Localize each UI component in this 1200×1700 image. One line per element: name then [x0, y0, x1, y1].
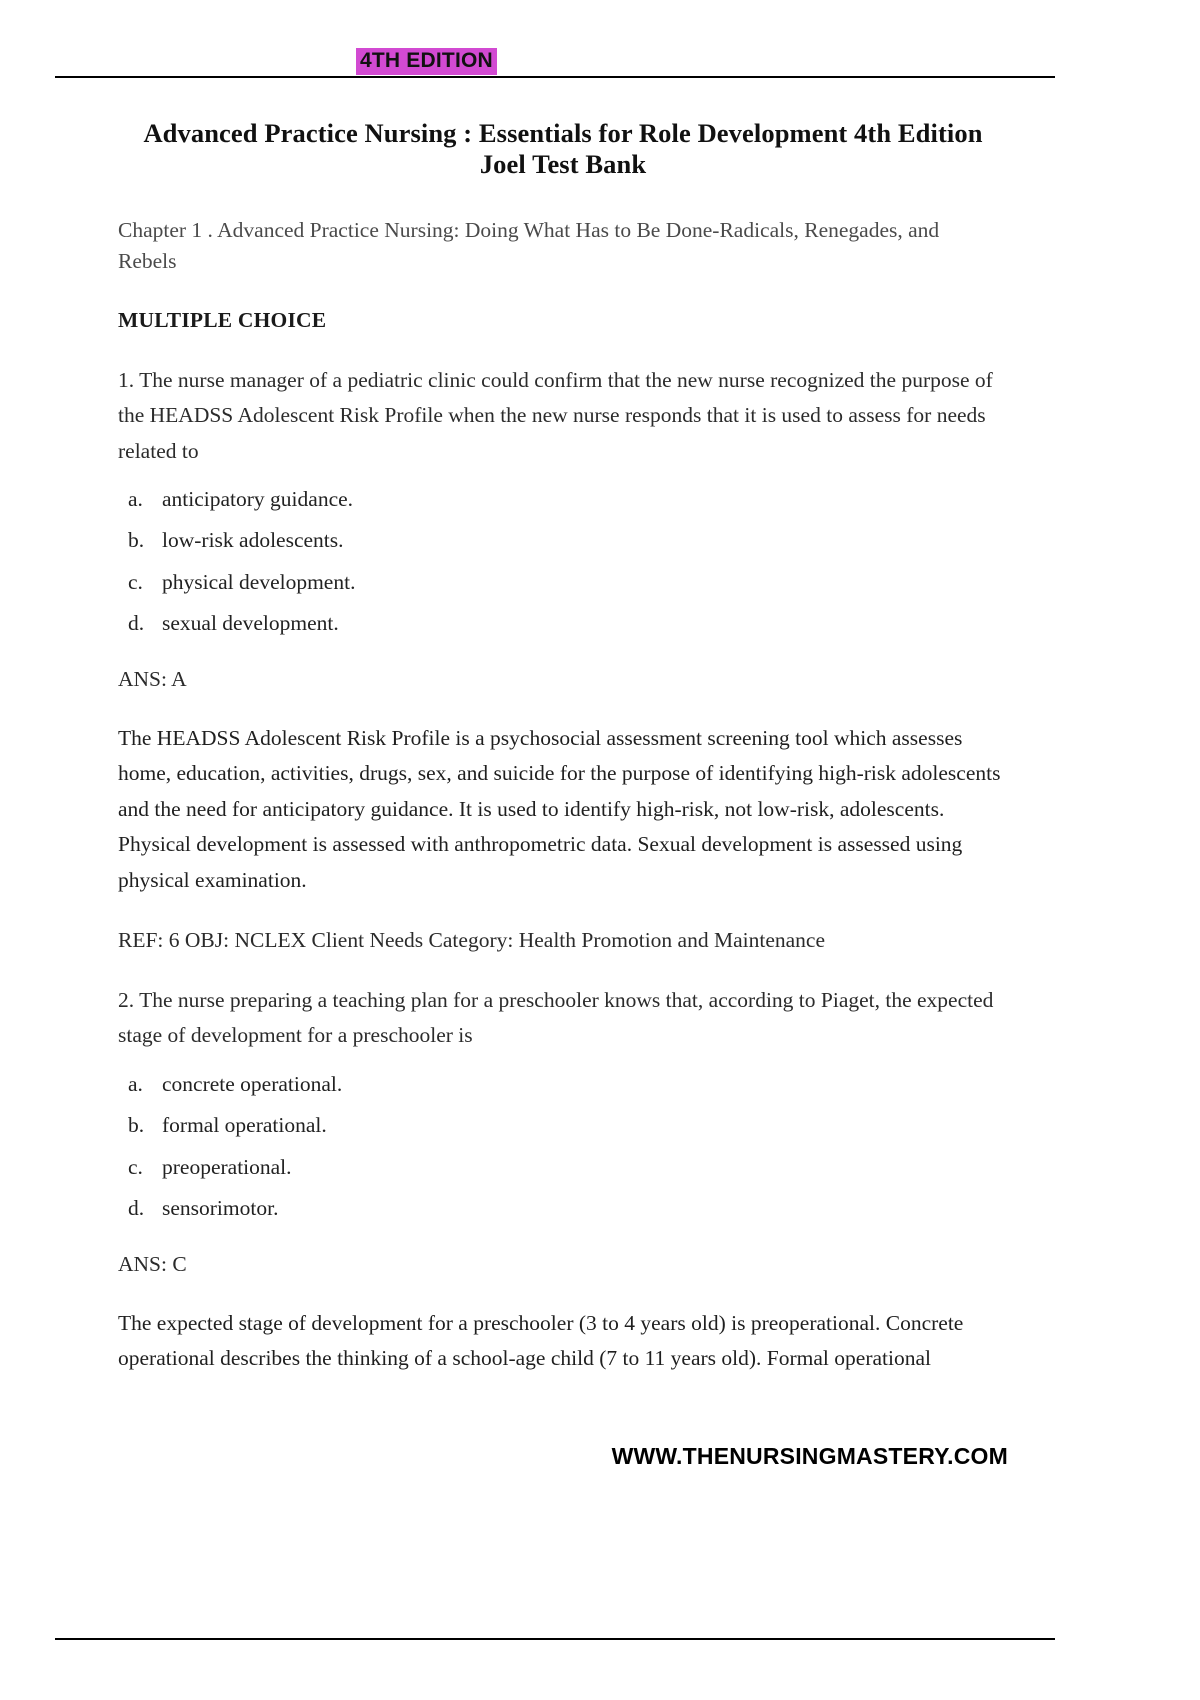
answer-line: ANS: C: [118, 1251, 187, 1276]
page-header: [0, 22, 1200, 72]
reference-line: REF: 6 OBJ: NCLEX Client Needs Category: Health Promotion and Maintenance: [118, 928, 826, 953]
list-item[interactable]: [128, 1198, 1008, 1220]
document-content: [118, 118, 1008, 1377]
section-heading: MULTIPLE CHOICE: [118, 308, 327, 333]
site-watermark: WWW.THENURSINGMASTERY.COM: [611, 1443, 1008, 1469]
choice-text: sensorimotor.: [162, 1196, 279, 1221]
choice-label: d.: [128, 1196, 145, 1221]
question-stem: 2. The nurse preparing a teaching plan for a preschooler knows that, according to Piaget, the expected stage of development for a preschooler is: [118, 988, 994, 1048]
choice-text: physical development.: [162, 569, 356, 594]
list-item[interactable]: [128, 530, 1008, 552]
choice-label: a.: [128, 486, 143, 511]
choice-text: concrete operational.: [162, 1071, 343, 1096]
edition-highlight-text: 4TH EDITION: [356, 48, 497, 75]
question-stem: 1. The nurse manager of a pediatric clinic could confirm that the new nurse recognized the purpose of the HEADSS Adolescent Risk Profile when the new nurse responds that it is used to assess for needs related to: [118, 368, 993, 463]
choice-text: low-risk adolescents.: [162, 528, 344, 553]
header-divider-rule: [55, 76, 1055, 78]
choice-label: b.: [128, 1113, 145, 1138]
choice-text: formal operational.: [162, 1113, 327, 1138]
chapter-line: Chapter 1 . Advanced Practice Nursing: Doing What Has to Be Done-Radicals, Renegades, and Rebels: [118, 218, 940, 273]
choice-label: c.: [128, 569, 143, 594]
answer-line: ANS: A: [118, 666, 187, 691]
choice-text: sexual development.: [162, 611, 339, 636]
choice-label: d.: [128, 611, 145, 636]
list-item[interactable]: [128, 486, 1008, 511]
list-item[interactable]: [128, 569, 1008, 594]
choice-label: b.: [128, 528, 145, 553]
page-title: Advanced Practice Nursing : Essentials for Role Development 4th Edition Joel Test Bank: [143, 118, 983, 179]
list-item[interactable]: [128, 613, 1008, 635]
footer-divider-rule: [55, 1638, 1055, 1640]
rationale-text: The expected stage of development for a preschooler (3 to 4 years old) is preoperational. Concrete operational describes the thinking of a school-age child (7 to 11 years old). Formal operational: [118, 1310, 964, 1371]
answer-choice-list: [118, 486, 1008, 636]
choice-label: c.: [128, 1154, 143, 1179]
list-item[interactable]: [128, 1071, 1008, 1096]
answer-choice-list: [118, 1071, 1008, 1221]
list-item[interactable]: [128, 1154, 1008, 1179]
choice-text: preoperational.: [162, 1154, 292, 1179]
rationale-text: The HEADSS Adolescent Risk Profile is a psychosocial assessment screening tool which assesses home, education, activities, drugs, sex, and suicide for the purpose of identifying high-risk adolescents and the need for anticipatory guidance. It is used to identify high-risk, not low-risk, adolescents. Physical development is assessed with anthropometric data. Sexual development is assessed using physical examination.: [118, 725, 1001, 892]
list-item[interactable]: [128, 1115, 1008, 1137]
choice-text: anticipatory guidance.: [162, 486, 354, 511]
choice-label: a.: [128, 1071, 143, 1096]
